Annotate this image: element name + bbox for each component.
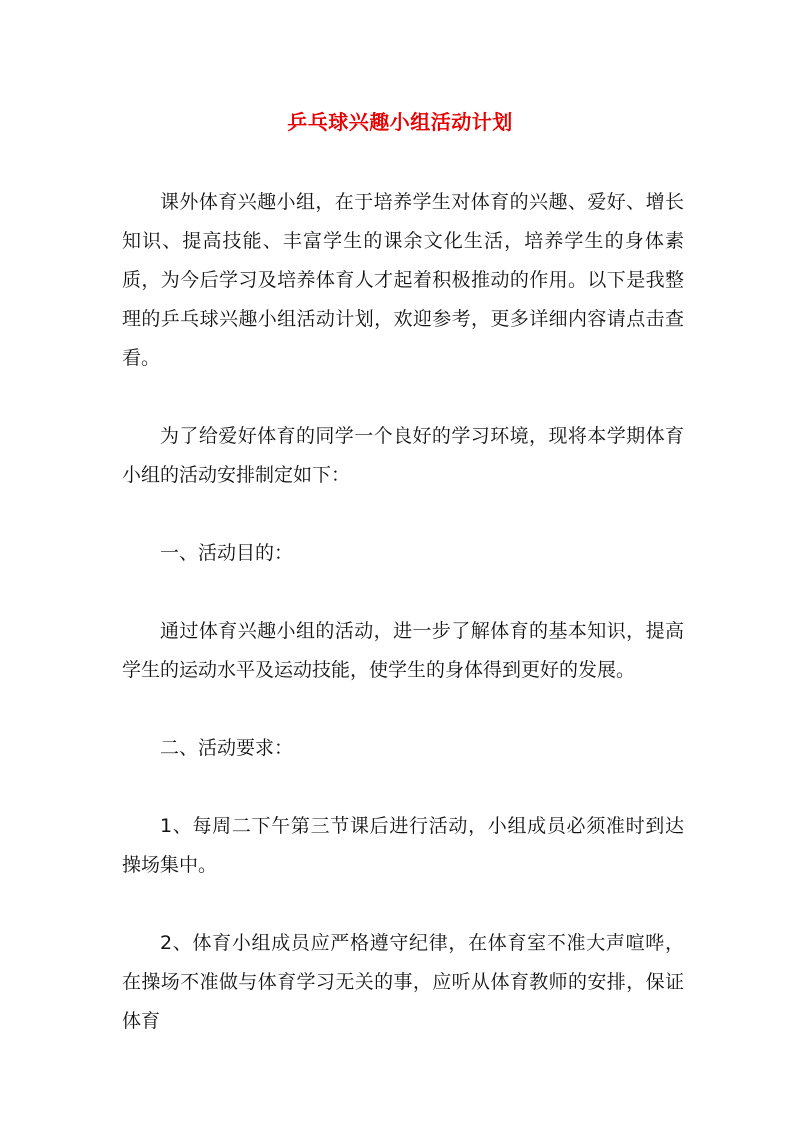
arrangement-paragraph: 为了给爱好体育的同学一个良好的学习环境，现将本学期体育小组的活动安排制定如下： bbox=[122, 425, 684, 486]
purpose-paragraph: 通过体育兴趣小组的活动，进一步了解体育的基本知识，提高学生的运动水平及运动技能，使学生的身体得到更好的发展。 bbox=[122, 620, 684, 681]
paragraph-spacer bbox=[122, 690, 684, 729]
document-body bbox=[122, 183, 684, 1041]
paragraph-spacer bbox=[122, 573, 684, 612]
document-title: 乒乓球兴趣小组活动计划 bbox=[287, 110, 513, 134]
paragraph-spacer bbox=[122, 885, 684, 924]
section-heading-purpose: 一、活动目的： bbox=[160, 542, 294, 564]
requirement-item-2: 2、体育小组成员应严格遵守纪律，在体育室不准大声喧哗，在操场不准做与体育学习无关的事，应听从体育教师的安排，保证体育 bbox=[122, 932, 684, 1032]
paragraph-spacer bbox=[122, 768, 684, 807]
requirement-item-1: 1、每周二下午第三节课后进行活动，小组成员必须准时到达操场集中。 bbox=[122, 815, 684, 876]
section-heading-requirements: 二、活动要求： bbox=[160, 737, 294, 759]
paragraph-spacer bbox=[122, 378, 684, 417]
intro-paragraph: 课外体育兴趣小组，在于培养学生对体育的兴趣、爱好、增长知识、提高技能、丰富学生的课余文化生活，培养学生的身体素质，为今后学习及培养体育人才起着积极推动的作用。以下是我整理的乒乓球兴趣小组活动计划，欢迎参考，更多详细内容请点击查看。 bbox=[122, 191, 684, 369]
paragraph-spacer bbox=[122, 495, 684, 534]
